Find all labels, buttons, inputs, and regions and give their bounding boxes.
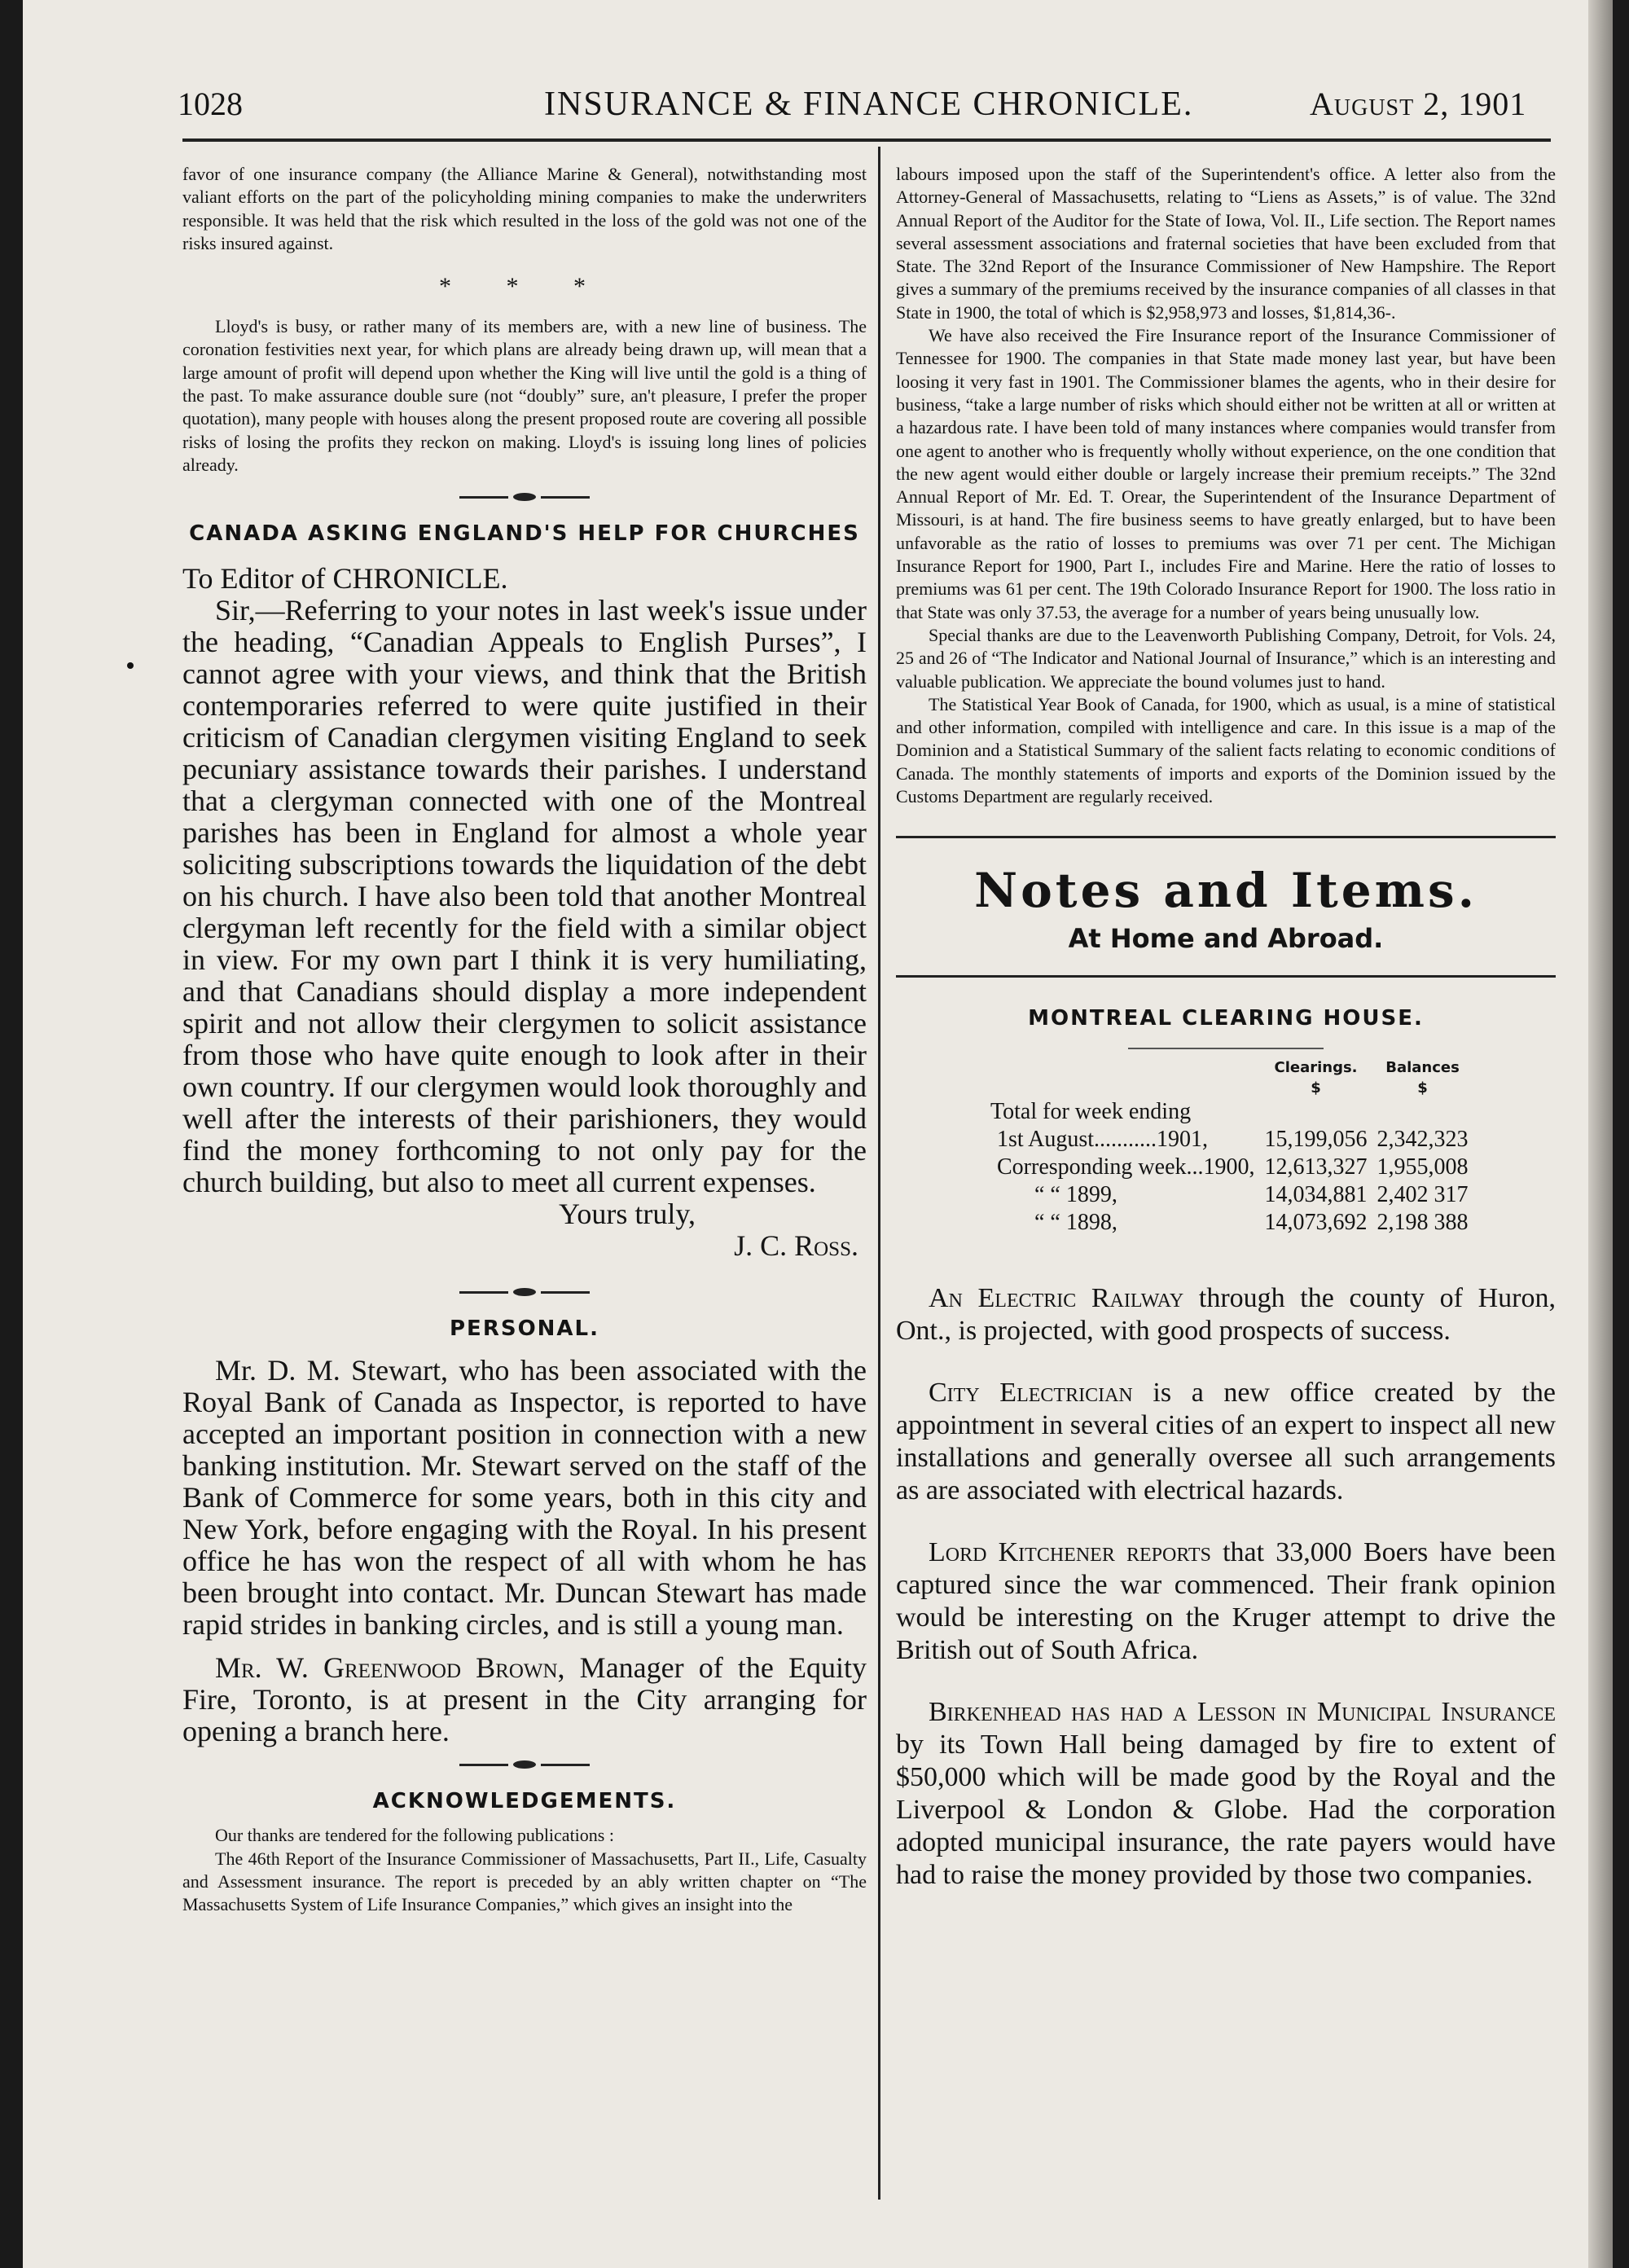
page-edge-shadow — [1588, 0, 1613, 2268]
col-header-balances: Balances — [1385, 1059, 1460, 1077]
signature-text: J. C. Ross. — [734, 1229, 858, 1263]
item-rest: through the county of Huron, Ont., is projected, with good prospects of success. — [896, 1283, 1556, 1347]
ornament-divider — [459, 1286, 590, 1298]
section-rule — [896, 836, 1556, 838]
unit-balances: $ — [1417, 1079, 1428, 1097]
ornament-divider — [459, 491, 590, 503]
table-row — [986, 1154, 1473, 1181]
article-lloyds: Lloyd's is busy, or rather many of its members are, with a new line of business. The coronation festivities next year, for which plans are already being drawn up, will mean that a large amount of profit will depend upon whether the King will live until the gold is a thing of the past. To make assurance double sure (not “doubly” sure, an't pleasure, I prefer the proper quotation), many people with houses along the present proposed route are covering all possible risks of losing the profits they reckon on making. Lloyd's is issuing long lines of policies already. — [182, 316, 867, 475]
letter-signature — [182, 1230, 867, 1262]
item-birkenhead — [896, 1696, 1556, 1892]
short-rule — [1128, 1048, 1324, 1049]
section-stars: * * * — [439, 273, 610, 301]
table-row — [986, 1126, 1473, 1154]
right-column — [896, 163, 1556, 1921]
personal-heading: PERSONAL. — [450, 1316, 599, 1342]
item-lead: Lord Kitchener reports — [929, 1537, 1211, 1568]
letter-salutation: To Editor of CHRONICLE. — [182, 562, 508, 596]
issue-date: August 2, 1901 — [1310, 86, 1527, 122]
row-clearings: 14,073,692 — [1264, 1210, 1368, 1236]
row-label: 1st August...........1901, — [997, 1127, 1209, 1153]
table-row — [986, 1181, 1473, 1209]
row-label: “ “ 1899, — [1034, 1182, 1117, 1208]
left-column — [182, 163, 867, 1916]
header-rule — [182, 138, 1551, 142]
publication-title: INSURANCE & FINANCE CHRONICLE. — [544, 86, 1194, 123]
newspaper-page — [23, 0, 1613, 2268]
page-header — [23, 85, 1554, 134]
personal-brown — [182, 1652, 867, 1747]
item-lead: An Electric Railway — [929, 1283, 1184, 1314]
ack-leavenworth: Special thanks are due to the Leavenworth Publishing Company, Detroit, for Vols. 24, 25 and 26 of “The Indicator and National Journal of Insurance,” which is an interesting and valuable publication. We appreciate the bound volumes just to hand. — [896, 624, 1556, 692]
table-row — [986, 1209, 1473, 1237]
letter-body: Sir,—Referring to your notes in last week's issue under the heading, “Canadian Appeals to English Purses”, I cannot agree with your views, and think that the British contemporaries referred to were quite justified in their criticism of Canadian clergymen visiting England to seek pecuniary assistance towards their parishes. I understand that a clergyman connected with one of the Montreal parishes has been in England for almost a whole year soliciting subscriptions towards the liquidation of the debt on his church. I have also been told that another Montreal clergyman left recently for the field with a similar object in view. For my own part I think it is very humiliating, and that Canadians should display a more independent spirit and not allow their clergymen to solicit assistance from those who have quite enough to look after in their own country. If our clergymen would look thoroughly and well after the interests of their parishioners, they would find the money forthcoming to not only pay for the church building, but also to meet all current expenses. — [182, 594, 867, 1199]
col-header-clearings: Clearings. — [1274, 1059, 1358, 1077]
notes-title: Notes and Items. — [974, 863, 1478, 919]
letter-closing: Yours truly, — [558, 1198, 696, 1231]
clearing-heading: MONTREAL CLEARING HOUSE. — [1028, 1006, 1424, 1031]
item-rest: is a new office created by the appointment in several cities of an expert to inspect all new installations and generally oversee all such arrangements as are associated with electrical hazards. — [896, 1378, 1556, 1506]
row-clearings: 15,199,056 — [1264, 1127, 1368, 1153]
ack-continued: labours imposed upon the staff of the Superintendent's office. A letter also from the Attorney-General of Massachusetts, relating to “Liens as Assets,” is of value. The 32nd Annual Report of the Auditor for the State of Iowa, Vol. II., Life section. The Report names several assessment associations and fraternal societies that have been excluded from that State. The 32nd Report of the Insurance Commissioner of New Hampshire. The Report gives a summary of the premiums received by the insurance companies of all classes in that State in 1900, the total of which is $2,958,973 and losses, $1,814,36-. — [896, 164, 1556, 323]
item-rest: by its Town Hall being damaged by fire to extent of $50,000 which will be made good by the Royal and the Liverpool & London & Globe. Had the corporation adopted municipal insurance, the rate payers would have had to raise the money provided by those two companies. — [896, 1730, 1556, 1891]
item-kitchener — [896, 1536, 1556, 1667]
row-balances: 2,198 388 — [1377, 1210, 1469, 1236]
item-electric-railway — [896, 1282, 1556, 1347]
table-intro: Total for week ending — [990, 1099, 1192, 1125]
personal-brown-lead: Mr. W. Greenwood Brown, — [215, 1651, 565, 1685]
row-label: Corresponding week...1900, — [997, 1154, 1255, 1180]
item-city-electrician — [896, 1377, 1556, 1507]
ack-intro: Our thanks are tendered for the following publications : — [215, 1825, 614, 1846]
ack-tennessee: We have also received the Fire Insurance report of the Insurance Commissioner of Tennessee for 1900. The companies in that State made money last year, but have been loosing it very fast in 1901. The Commissioner blames the agents, who in their desire for business, “take a large number of risks which should either not be written at all or written at a hazardous rate. I have been told of many instances where companies would transfer from one agent to another who is frequently wholly without experience, on the one condition that the new agent would either double or largely increase their premium receipts.” The 32nd Annual Report of Mr. Ed. T. Orear, the Superintendent of the Insurance Department of Missouri, is at hand. The fire business seems to have greatly enlarged, but to have been unfavorable as the ratio of losses to premiums was over 71 per cent. The Michigan Insurance Report for 1900, Part I., includes Fire and Marine. Here the ratio of losses to premiums was 61 per cent. The 19th Colorado Insurance Report for 1900. The loss ratio in that State was only 37.53, the average for a number of years being unusually low. — [896, 325, 1556, 622]
canada-heading: CANADA ASKING ENGLAND'S HELP FOR CHURCHES — [189, 521, 860, 547]
unit-clearings: $ — [1311, 1079, 1321, 1097]
table-unit-row — [986, 1078, 1473, 1098]
item-lead: City Electrician — [929, 1378, 1133, 1409]
notes-subtitle: At Home and Abroad. — [1068, 923, 1384, 955]
page-number: 1028 — [178, 86, 243, 122]
row-clearings: 14,034,881 — [1264, 1182, 1368, 1208]
row-balances: 1,955,008 — [1377, 1154, 1469, 1180]
column-divider — [878, 147, 880, 2200]
item-rest: that 33,000 Boers have been captured since the war commenced. Their frank opinion would be interesting on the Kruger attempt to drive the British out of South Africa. — [896, 1537, 1556, 1666]
personal-brown-rest: Manager of the Equity Fire, Toronto, is at present in the City arranging for opening a branch here. — [182, 1651, 867, 1748]
personal-stewart: Mr. D. M. Stewart, who has been associated with the Royal Bank of Canada as Inspector, is reported to have accepted an important position in connection with a new banking institution. Mr. Stewart served on the staff of the Bank of Commerce for some years, both in this city and New York, before engaging with the Royal. In his present office he has won the respect of all with whom he has been brought into contact. Mr. Duncan Stewart has made rapid strides in banking circles, and is still a young man. — [182, 1354, 867, 1642]
row-label: “ “ 1898, — [1034, 1210, 1117, 1236]
item-lead: Birkenhead has had a Lesson in Municipal Insurance — [929, 1697, 1556, 1728]
row-clearings: 12,613,327 — [1264, 1154, 1368, 1180]
table-intro-row — [986, 1098, 1473, 1126]
row-balances: 2,342,323 — [1377, 1127, 1469, 1153]
ack-massachusetts: The 46th Report of the Insurance Commissioner of Massachusetts, Part II., Life, Casualty and Assessment insurance. The report is preceded by an ably written chapter on “The Massachusetts System of Life Insurance Companies,” which gives an insight into the — [182, 1848, 867, 1915]
table-header-row — [986, 1057, 1473, 1078]
margin-dot — [127, 662, 134, 669]
clearing-table — [986, 1057, 1473, 1237]
section-rule — [896, 975, 1556, 978]
row-balances: 2,402 317 — [1377, 1182, 1469, 1208]
ornament-divider — [459, 1759, 590, 1770]
acknowledgements-heading: ACKNOWLEDGEMENTS. — [372, 1789, 677, 1814]
article-gold-loss: favor of one insurance company (the Alliance Marine & General), notwithstanding most valiant efforts on the part of the policyholding mining companies to make the underwriters responsible. It was held that the risk which resulted in the loss of the gold was not one of the risks insured against. — [182, 164, 867, 253]
ack-yearbook: The Statistical Year Book of Canada, for 1900, which as usual, is a mine of statistical and other information, compiled with intelligence and care. In this issue is a map of the Dominion and a Statistical Summary of the salient facts relating to economic conditions of Canada. The monthly statements of imports and exports of the Dominion issued by the Customs Department are regularly received. — [896, 693, 1556, 807]
